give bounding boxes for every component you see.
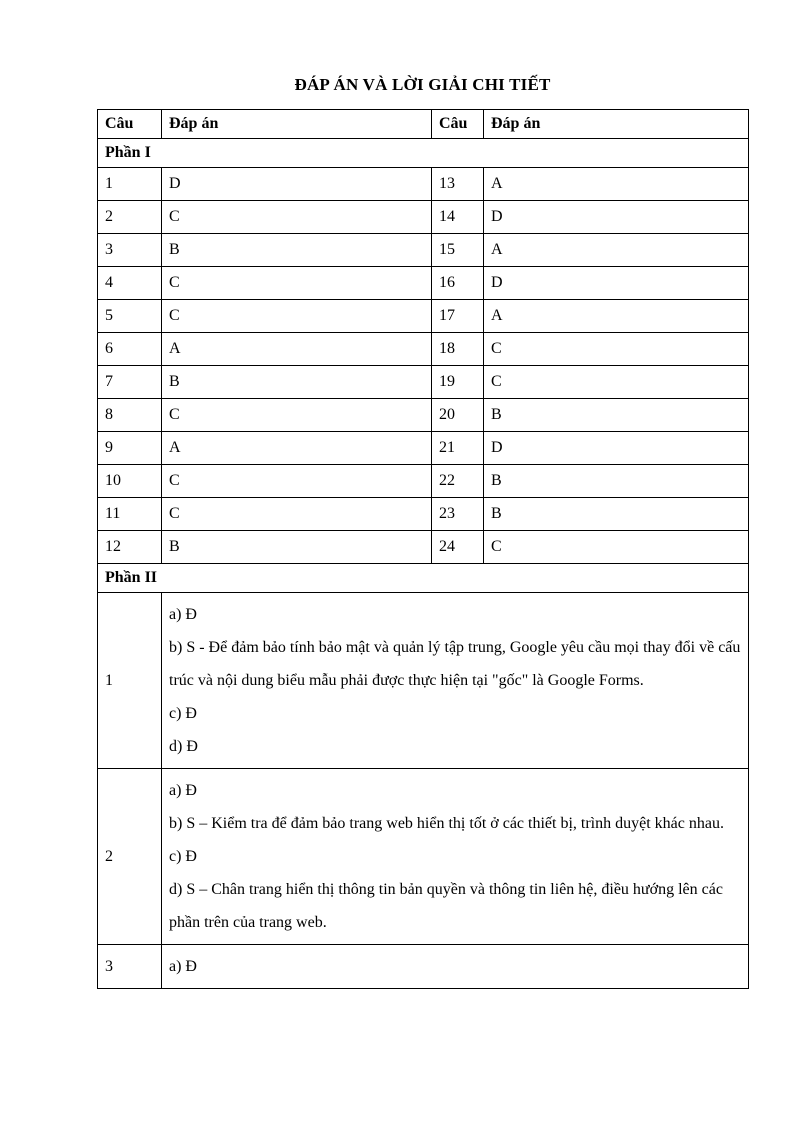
answer-line: d) Đ (169, 738, 198, 755)
question-number-cell: 7 (98, 366, 162, 399)
question-number-cell: 21 (432, 432, 484, 465)
answer-cell: A (162, 333, 432, 366)
answer-line: b) S - Để đảm bảo tính bảo mật và quản lý tập trung, Google yêu cầu mọi thay đổi về cấu trúc và nội dung biểu mẫu phải được thực hiện tại "gốc" là Google Forms. (169, 639, 741, 689)
answer-cell: D (484, 432, 749, 465)
section-part1-label (98, 139, 749, 168)
answer-cell: C (484, 531, 749, 564)
answer-cell: B (162, 366, 432, 399)
header-dapan-1: Đáp án (162, 110, 432, 139)
section-part2-label (98, 564, 749, 593)
question-number-cell: 3 (98, 945, 162, 989)
answer-row (98, 432, 749, 465)
question-number-cell: 24 (432, 531, 484, 564)
answer-row (98, 465, 749, 498)
detail-answer-cell (162, 593, 749, 769)
answer-row (98, 300, 749, 333)
answer-cell: B (484, 498, 749, 531)
part1-label: Phần I (98, 139, 749, 168)
question-number-cell: 5 (98, 300, 162, 333)
part1-label-row (98, 139, 749, 168)
question-number-cell: 6 (98, 333, 162, 366)
header-cau-2: Câu (432, 110, 484, 139)
question-number-cell: 10 (98, 465, 162, 498)
answer-cell: D (484, 201, 749, 234)
answer-row (98, 168, 749, 201)
answer-cell: B (484, 399, 749, 432)
answer-row (98, 531, 749, 564)
detail-answer-cell (162, 945, 749, 989)
answer-key-table (97, 109, 749, 989)
answer-cell: C (162, 498, 432, 531)
answer-cell: C (484, 333, 749, 366)
answer-row (98, 201, 749, 234)
answer-line: c) Đ (169, 705, 197, 722)
header-cau-1: Câu (98, 110, 162, 139)
question-number-cell: 18 (432, 333, 484, 366)
question-number-cell: 11 (98, 498, 162, 531)
answer-cell: C (162, 300, 432, 333)
answer-line: c) Đ (169, 848, 197, 865)
answer-line: b) S – Kiểm tra để đảm bảo trang web hiển thị tốt ở các thiết bị, trình duyệt khác nhau. (169, 815, 724, 832)
answer-cell: B (162, 234, 432, 267)
answer-line: a) Đ (169, 958, 197, 975)
answer-cell: A (484, 300, 749, 333)
question-number-cell: 15 (432, 234, 484, 267)
answer-row (98, 267, 749, 300)
part2-label: Phần II (98, 564, 749, 593)
question-number-cell: 1 (98, 593, 162, 769)
question-number-cell: 14 (432, 201, 484, 234)
question-number-cell: 2 (98, 769, 162, 945)
answer-cell: C (162, 267, 432, 300)
question-number-cell: 2 (98, 201, 162, 234)
detail-answer-cell (162, 769, 749, 945)
question-number-cell: 23 (432, 498, 484, 531)
header-row (98, 110, 749, 139)
detail-answer-row (98, 593, 749, 769)
answer-cell: A (484, 168, 749, 201)
question-number-cell: 12 (98, 531, 162, 564)
answer-cell: C (162, 201, 432, 234)
question-number-cell: 3 (98, 234, 162, 267)
answer-row (98, 399, 749, 432)
question-number-cell: 16 (432, 267, 484, 300)
answer-cell: D (484, 267, 749, 300)
answer-row (98, 234, 749, 267)
answer-cell: A (484, 234, 749, 267)
question-number-cell: 9 (98, 432, 162, 465)
answer-cell: A (162, 432, 432, 465)
question-number-cell: 22 (432, 465, 484, 498)
question-number-cell: 1 (98, 168, 162, 201)
page-title: ĐÁP ÁN VÀ LỜI GIẢI CHI TIẾT (294, 75, 551, 94)
answer-row (98, 366, 749, 399)
detail-answer-row (98, 769, 749, 945)
part2-label-row (98, 564, 749, 593)
question-number-cell: 4 (98, 267, 162, 300)
answer-row (98, 333, 749, 366)
question-number-cell: 17 (432, 300, 484, 333)
answer-cell: B (484, 465, 749, 498)
answer-line: d) S – Chân trang hiển thị thông tin bản quyền và thông tin liên hệ, điều hướng lên các phần trên của trang web. (169, 881, 723, 931)
answer-cell: C (162, 399, 432, 432)
answer-cell: D (162, 168, 432, 201)
table-header (98, 110, 749, 139)
answer-cell: C (484, 366, 749, 399)
answer-cell: C (162, 465, 432, 498)
question-number-cell: 20 (432, 399, 484, 432)
header-dapan-2: Đáp án (484, 110, 749, 139)
answer-line: a) Đ (169, 606, 197, 623)
part1-body (98, 168, 749, 564)
part2-body (98, 593, 749, 989)
answer-line: a) Đ (169, 782, 197, 799)
question-number-cell: 13 (432, 168, 484, 201)
detail-answer-row (98, 945, 749, 989)
question-number-cell: 8 (98, 399, 162, 432)
answer-cell: B (162, 531, 432, 564)
question-number-cell: 19 (432, 366, 484, 399)
answer-row (98, 498, 749, 531)
